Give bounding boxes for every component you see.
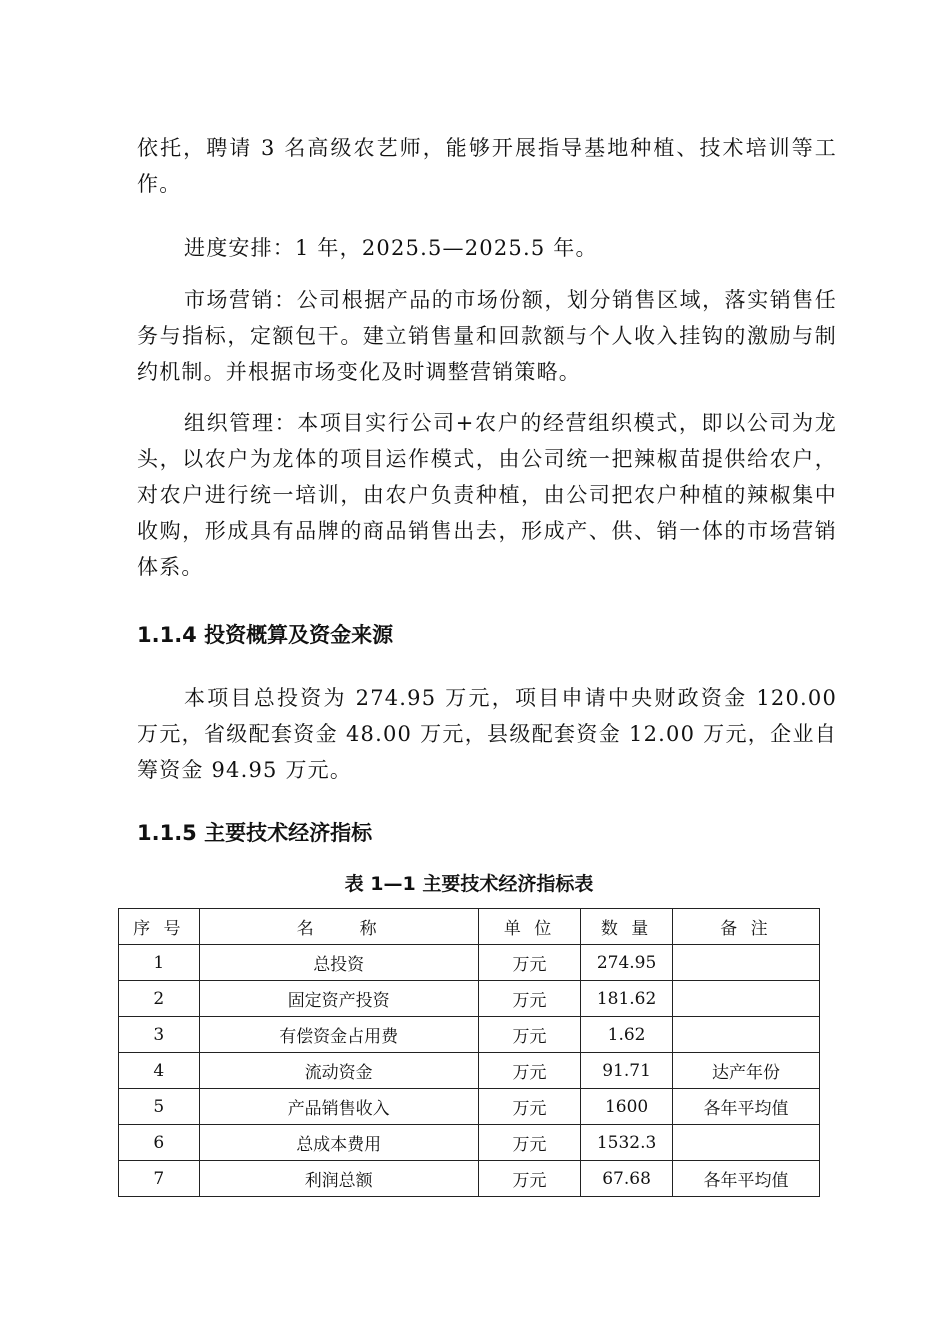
cell-index: 3 [119,1017,200,1053]
cell-unit: 万元 [478,1161,580,1197]
cell-remark [672,1017,819,1053]
section-heading-indicators: 1.1.5 主要技术经济指标 [137,821,373,845]
cell-quantity: 181.62 [581,981,673,1017]
cell-name: 总成本费用 [199,1125,478,1161]
cell-remark: 达产年份 [672,1053,819,1089]
cell-unit: 万元 [478,945,580,981]
cell-remark [672,945,819,981]
table-header-row [119,909,820,945]
section-heading-investment: 1.1.4 投资概算及资金来源 [137,623,394,647]
cell-index: 2 [119,981,200,1017]
cell-index: 4 [119,1053,200,1089]
paragraph-marketing: 市场营销：公司根据产品的市场份额，划分销售区域，落实销售任务与指标，定额包干。建立销售量和回款额与个人收入挂钩的激励与制约机制。并根据市场变化及时调整营销策略。 [137,288,837,384]
indicators-table [118,908,820,1197]
header-remark: 备 注 [672,909,819,945]
cell-remark: 各年平均值 [672,1161,819,1197]
paragraph-support-staff: 依托，聘请 3 名高级农艺师，能够开展指导基地种植、技术培训等工作。 [137,136,837,196]
cell-index: 5 [119,1089,200,1125]
table-row [119,1017,820,1053]
cell-index: 6 [119,1125,200,1161]
cell-remark [672,1125,819,1161]
header-index: 序 号 [119,909,200,945]
cell-quantity: 91.71 [581,1053,673,1089]
cell-quantity: 1.62 [581,1017,673,1053]
cell-unit: 万元 [478,1053,580,1089]
header-unit: 单 位 [478,909,580,945]
header-name: 名 称 [199,909,478,945]
cell-index: 1 [119,945,200,981]
paragraph-investment: 本项目总投资为 274.95 万元，项目申请中央财政资金 120.00 万元，省级配套资金 48.00 万元，县级配套资金 12.00 万元，企业自筹资金 94.95 万元。 [137,686,837,782]
paragraph-organization: 组织管理：本项目实行公司+农户的经营组织模式，即以公司为龙头，以农户为龙体的项目运作模式，由公司统一把辣椒苗提供给农户，对农户进行统一培训，由农户负责种植，由公司把农户种植的辣椒集中收购，形成具有品牌的商品销售出去，形成产、供、销一体的市场营销体系。 [137,411,837,579]
paragraph-schedule: 进度安排：1 年，2025.5—2025.5 年。 [184,236,598,260]
cell-name: 流动资金 [199,1053,478,1089]
table-row [119,1161,820,1197]
cell-name: 有偿资金占用费 [199,1017,478,1053]
cell-unit: 万元 [478,981,580,1017]
cell-quantity: 1532.3 [581,1125,673,1161]
cell-quantity: 1600 [581,1089,673,1125]
table-row [119,1053,820,1089]
table-row [119,1125,820,1161]
cell-name: 利润总额 [199,1161,478,1197]
cell-name: 产品销售收入 [199,1089,478,1125]
cell-name: 固定资产投资 [199,981,478,1017]
table-row [119,945,820,981]
cell-quantity: 67.68 [581,1161,673,1197]
cell-remark [672,981,819,1017]
cell-index: 7 [119,1161,200,1197]
cell-unit: 万元 [478,1125,580,1161]
header-quantity: 数 量 [581,909,673,945]
cell-unit: 万元 [478,1017,580,1053]
table-row [119,981,820,1017]
cell-unit: 万元 [478,1089,580,1125]
table-caption: 表 1—1 主要技术经济指标表 [344,873,594,895]
table-row [119,1089,820,1125]
cell-name: 总投资 [199,945,478,981]
cell-remark: 各年平均值 [672,1089,819,1125]
cell-quantity: 274.95 [581,945,673,981]
